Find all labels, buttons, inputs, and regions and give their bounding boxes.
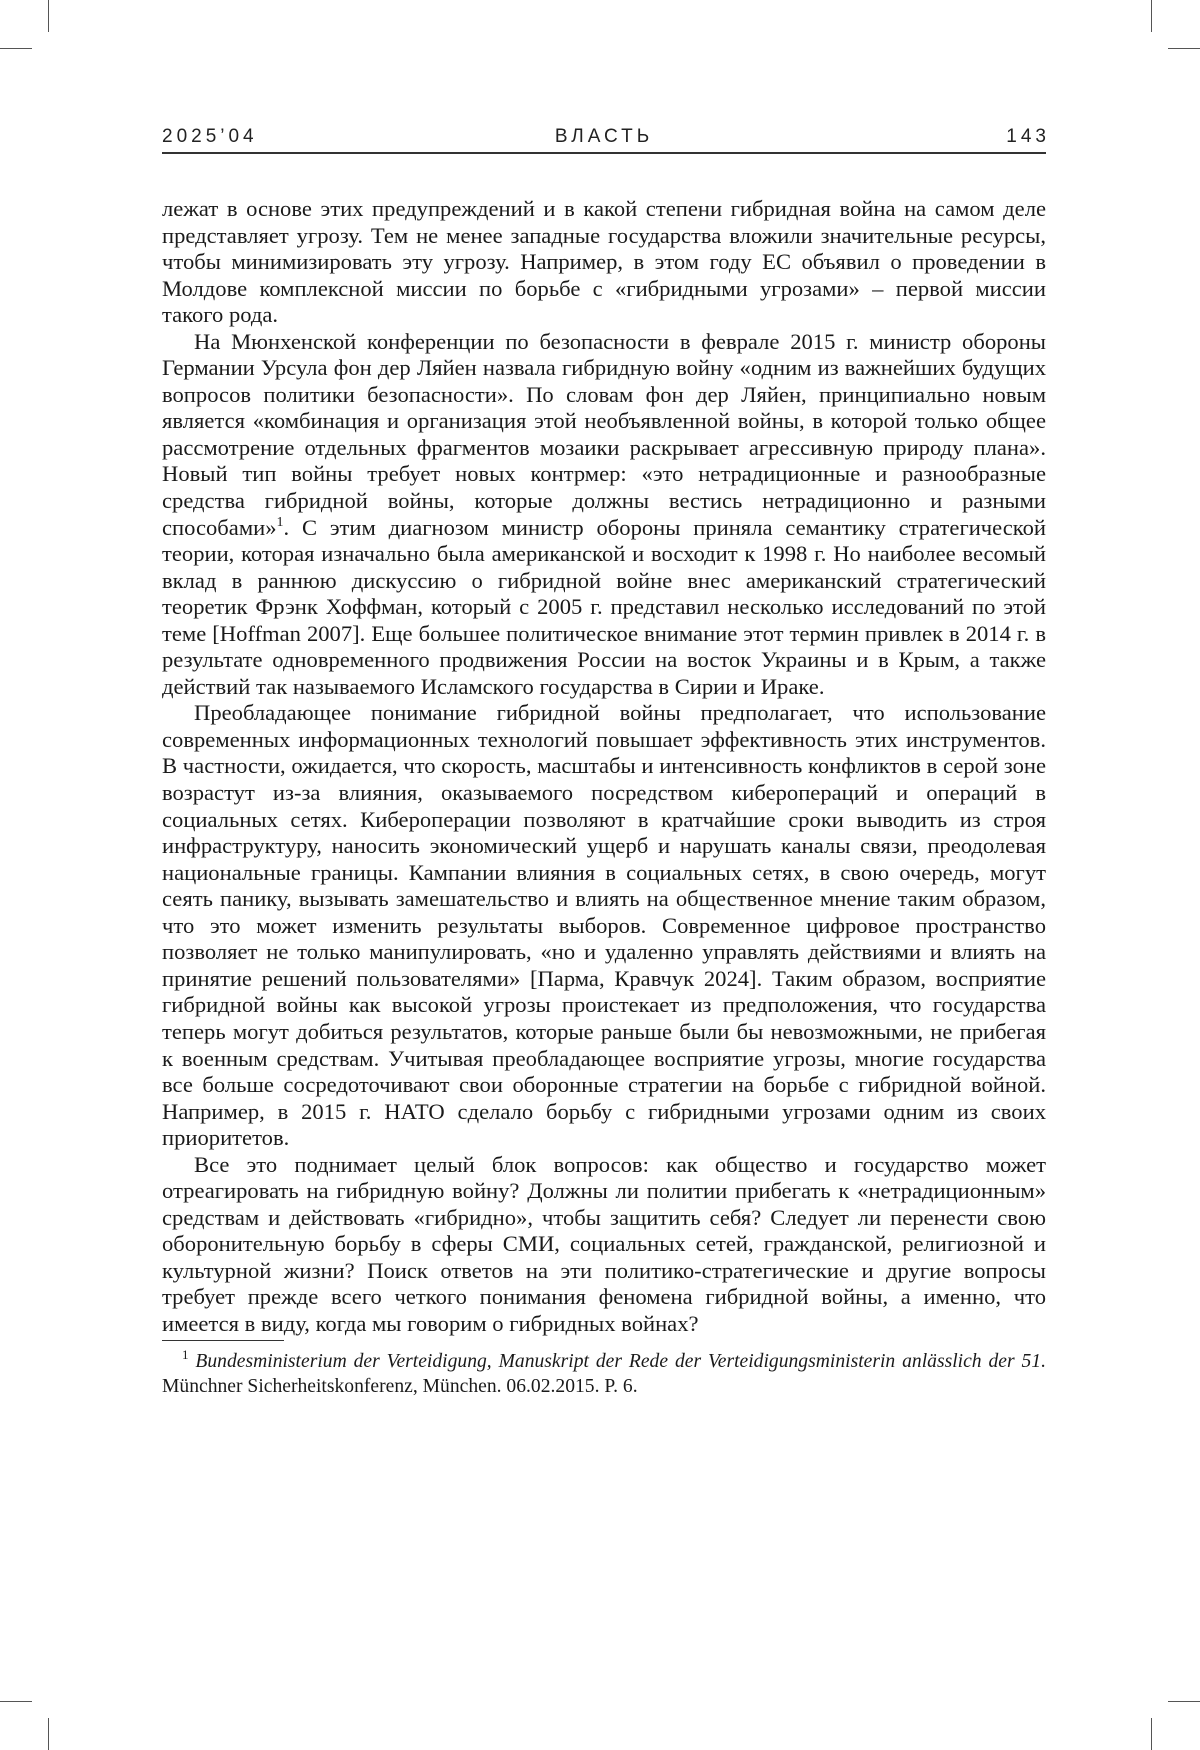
- paragraph: Преобладающее понимание гибридной войны предполагает, что использо­вание современных информационных технологий повышает эффективность этих инструментов. В частности, ожидается, что скорость, масштабы и интен­сивность конфликтов в серой зоне возрастут из-за влияния, оказываемого посредством киберопераций и операций в социальных сетях. Кибероперации позволяют в кратчайшие сроки выводить из строя инфраструктуру, наносить экономический ущерб и нарушать каналы связи, преодолевая националь­ные границы. Кампании влияния в социальных сетях, в свою очередь, могут сеять панику, вызывать замешательство и влиять на общественное мнение таким образом, что это может изменить результаты выборов. Современное цифровое пространство позволяет не только манипулировать, «но и уда­ленно управлять действиями и влиять на принятие решений пользователями» [Парма, Кравчук 2024]. Таким образом, восприятие гибридной войны как высокой угрозы проистекает из предположения, что государства теперь могут добиться результатов, которые раньше были бы невозможными, не прибегая к военным средствам. Учитывая преобладающее восприятие угрозы, многие государства все больше сосредоточивают свои оборонные стратегии на борьбе с гибридной войной. Например, в 2015 г. НАТО сделало борьбу с гибридными угрозами одним из своих приоритетов.: [162, 700, 1046, 1151]
- footnote: [162, 1349, 1046, 1399]
- article-body: [162, 196, 1046, 1399]
- journal-title: ВЛАСТЬ: [162, 126, 1046, 148]
- footnote-reference[interactable]: 1: [277, 515, 284, 530]
- crop-mark: [48, 0, 49, 32]
- footnote-rule: [162, 1340, 284, 1341]
- paragraph: Все это поднимает целый блок вопросов: как общество и государство может отреагировать на гибридную войну? Должны ли политии прибегать к «нетра­диционным» средствам и действовать «гибридно», чтобы защитить себя? Следует ли перенести свою оборонительную борьбу в сферы СМИ, социаль­ных сетей, гражданской, религиозной и культурной жизни? Поиск ответов на эти политико-стратегические и другие вопросы требует прежде всего четкого понимания феномена гибридной войны, а именно, что имеется в виду, когда мы говорим о гибридных войнах?: [162, 1152, 1046, 1338]
- paragraph: лежат в основе этих предупреждений и в какой степени гибридная война на самом деле представляет угрозу. Тем не менее западные государства вложили значительные ресурсы, чтобы минимизировать эту угрозу. Например, в этом году ЕС объявил о проведении в Молдове комплексной миссии по борьбе с «гибридными угрозами» – первой миссии такого рода.: [162, 196, 1046, 329]
- footnote-marker: 1: [182, 1347, 189, 1362]
- paragraph-text: . С этим диагнозом министр обороны приняла семантику стратегической теории, которая изначально была американской и восхо­дит к 1998 г. Но наиболее весомый вклад в раннюю дискуссию о гибридной войне внес американский стратегический теоретик Фрэнк Хоффман, кото­рый с 2005 г. представил несколько исследований по этой теме [Hoffman 2007]. Еще большее политическое внимание этот термин привлек в 2014 г. в результате одновременного продвижения России на восток Украины и в Крым, а также действий так называемого Исламского государства в Сирии и Ираке.: [162, 515, 1046, 699]
- crop-mark: [1168, 48, 1200, 49]
- crop-mark: [0, 1701, 32, 1702]
- crop-mark: [0, 48, 32, 49]
- crop-mark: [1151, 0, 1152, 32]
- page-number: 143: [1006, 126, 1050, 148]
- crop-mark: [1151, 1718, 1152, 1750]
- paragraph-text: На Мюнхенской конференции по безопасности в феврале 2015 г. министр обороны Германии Урсула фон дер Ляйен назвала гибридную войну «одним из важнейших будущих вопросов политики безопасности». По словам фон дер Ляйен, принципиально новым является «комбинация и организация этой необъявленной войны, в которой только общее рассмотрение отдель­ных фрагментов мозаики раскрывает агрессивную природу плана». Новый тип войны требует новых контрмер: «это нетрадиционные и разнообразные средства гибридной войны, которые должны вестись нетрадиционно и раз­ными способами»: [162, 329, 1046, 540]
- footnote-source-italic: Bundesministerium der Verteidigung, Manuskript der Rede der Verteidigungsministerin anlässlich der 51.: [195, 1351, 1046, 1372]
- footnote-source: Münchner Sicherheitskonferenz, München. 06.02.2015. P. 6.: [162, 1376, 638, 1397]
- running-head: [162, 126, 1046, 150]
- crop-mark: [1168, 1701, 1200, 1702]
- header-rule: [162, 152, 1046, 154]
- crop-mark: [48, 1718, 49, 1750]
- issue-number: 2025’04: [162, 126, 258, 148]
- paragraph: [162, 329, 1046, 701]
